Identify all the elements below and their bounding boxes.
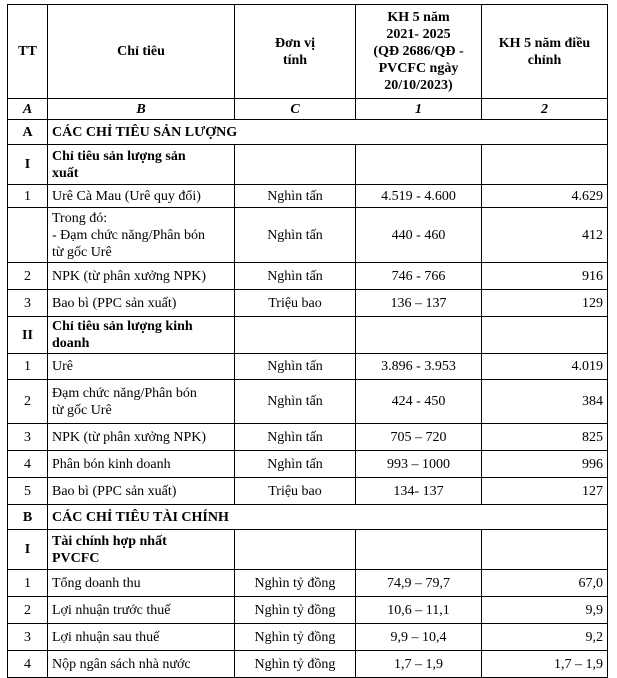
indicator-name: Lợi nhuận trước thuế xyxy=(48,597,235,624)
row-number: 5 xyxy=(8,478,48,505)
indicator-name: Bao bì (PPC sản xuất) xyxy=(48,290,235,317)
section-title: Chỉ tiêu sản lượng sản xuất xyxy=(48,145,235,185)
row-number: 2 xyxy=(8,380,48,424)
col-tt-header: TT xyxy=(8,5,48,99)
unit: Nghìn tấn xyxy=(235,424,356,451)
adjusted-value: 996 xyxy=(482,451,608,478)
col-kh5-header: KH 5 năm 2021- 2025 (QĐ 2686/QĐ - PVCFC ngày 20/10/2023) xyxy=(356,5,482,99)
unit: Nghìn tấn xyxy=(235,451,356,478)
col-kh5-adjusted-header: KH 5 năm điều chỉnh xyxy=(482,5,608,99)
row-number: 1 xyxy=(8,570,48,597)
row-number: 4 xyxy=(8,651,48,678)
plan-value: 424 - 450 xyxy=(356,380,482,424)
section-code: B xyxy=(8,505,48,530)
plan-value: 746 - 766 xyxy=(356,263,482,290)
letter-2: 2 xyxy=(482,99,608,120)
table-row xyxy=(8,263,608,290)
section-code: II xyxy=(8,317,48,354)
unit: Nghìn tỷ đồng xyxy=(235,651,356,678)
col-don-vi-header: Đơn vị tính xyxy=(235,5,356,99)
row-number: 4 xyxy=(8,451,48,478)
letter-1: 1 xyxy=(356,99,482,120)
indicator-name: Tổng doanh thu xyxy=(48,570,235,597)
indicator-name: Urê xyxy=(48,354,235,380)
section-title: CÁC CHỈ TIÊU SẢN LƯỢNG xyxy=(48,120,608,145)
unit: Nghìn tấn xyxy=(235,185,356,208)
table-row xyxy=(8,208,608,263)
table-row xyxy=(8,380,608,424)
unit: Nghìn tấn xyxy=(235,208,356,263)
row-number: 2 xyxy=(8,597,48,624)
plan-value: 705 – 720 xyxy=(356,424,482,451)
unit: Nghìn tấn xyxy=(235,380,356,424)
table-row xyxy=(8,354,608,380)
section-code: I xyxy=(8,530,48,570)
unit: Triệu bao xyxy=(235,478,356,505)
table-row xyxy=(8,451,608,478)
plan-value: 440 - 460 xyxy=(356,208,482,263)
section-row-b xyxy=(8,505,608,530)
unit: Nghìn tấn xyxy=(235,263,356,290)
plan-value: 9,9 – 10,4 xyxy=(356,624,482,651)
section-row-b-i xyxy=(8,530,608,570)
row-number: 1 xyxy=(8,185,48,208)
letter-a: A xyxy=(8,99,48,120)
row-number: 2 xyxy=(8,263,48,290)
letter-b: B xyxy=(48,99,235,120)
plan-value: 3.896 - 3.953 xyxy=(356,354,482,380)
unit: Nghìn tấn xyxy=(235,354,356,380)
table-row xyxy=(8,478,608,505)
section-row-a-ii xyxy=(8,317,608,354)
adjusted-value: 825 xyxy=(482,424,608,451)
indicator-name: Bao bì (PPC sản xuất) xyxy=(48,478,235,505)
plan-value: 136 – 137 xyxy=(356,290,482,317)
adjusted-value: 4.629 xyxy=(482,185,608,208)
indicator-name: Urê Cà Mau (Urê quy đổi) xyxy=(48,185,235,208)
table-row xyxy=(8,290,608,317)
row-number: 3 xyxy=(8,624,48,651)
plan-value: 134- 137 xyxy=(356,478,482,505)
indicator-name: NPK (từ phân xưởng NPK) xyxy=(48,263,235,290)
adjusted-value: 9,2 xyxy=(482,624,608,651)
plan-value: 10,6 – 11,1 xyxy=(356,597,482,624)
section-code: A xyxy=(8,120,48,145)
table-row xyxy=(8,185,608,208)
section-code: I xyxy=(8,145,48,185)
row-number: 3 xyxy=(8,290,48,317)
adjusted-value: 127 xyxy=(482,478,608,505)
row-number: 3 xyxy=(8,424,48,451)
unit: Nghìn tỷ đồng xyxy=(235,624,356,651)
section-row-a xyxy=(8,120,608,145)
adjusted-value: 129 xyxy=(482,290,608,317)
indicator-name: Lợi nhuận sau thuế xyxy=(48,624,235,651)
col-chi-tieu-header: Chỉ tiêu xyxy=(48,5,235,99)
table-row xyxy=(8,424,608,451)
indicator-name: Nộp ngân sách nhà nước xyxy=(48,651,235,678)
column-letter-row xyxy=(8,99,608,120)
unit: Nghìn tỷ đồng xyxy=(235,570,356,597)
adjusted-value: 916 xyxy=(482,263,608,290)
adjusted-value: 67,0 xyxy=(482,570,608,597)
header-row xyxy=(8,5,608,99)
plan-value: 993 – 1000 xyxy=(356,451,482,478)
table-row xyxy=(8,651,608,678)
row-number xyxy=(8,208,48,263)
unit: Nghìn tỷ đồng xyxy=(235,597,356,624)
plan-value: 74,9 – 79,7 xyxy=(356,570,482,597)
plan-table xyxy=(7,4,608,678)
section-title: Tài chính hợp nhất PVCFC xyxy=(48,530,235,570)
row-number: 1 xyxy=(8,354,48,380)
table-row xyxy=(8,624,608,651)
indicator-name: Phân bón kinh doanh xyxy=(48,451,235,478)
adjusted-value: 412 xyxy=(482,208,608,263)
adjusted-value: 384 xyxy=(482,380,608,424)
section-title: Chỉ tiêu sản lượng kinh doanh xyxy=(48,317,235,354)
indicator-name: Trong đó: - Đạm chức năng/Phân bón từ gốc Urê xyxy=(48,208,235,263)
unit: Triệu bao xyxy=(235,290,356,317)
adjusted-value: 4.019 xyxy=(482,354,608,380)
adjusted-value: 1,7 – 1,9 xyxy=(482,651,608,678)
section-row-a-i xyxy=(8,145,608,185)
adjusted-value: 9,9 xyxy=(482,597,608,624)
table-row xyxy=(8,597,608,624)
indicator-name: Đạm chức năng/Phân bón từ gốc Urê xyxy=(48,380,235,424)
plan-value: 4.519 - 4.600 xyxy=(356,185,482,208)
letter-c: C xyxy=(235,99,356,120)
indicator-name: NPK (từ phân xưởng NPK) xyxy=(48,424,235,451)
plan-value: 1,7 – 1,9 xyxy=(356,651,482,678)
table-row xyxy=(8,570,608,597)
section-title: CÁC CHỈ TIÊU TÀI CHÍNH xyxy=(48,505,608,530)
